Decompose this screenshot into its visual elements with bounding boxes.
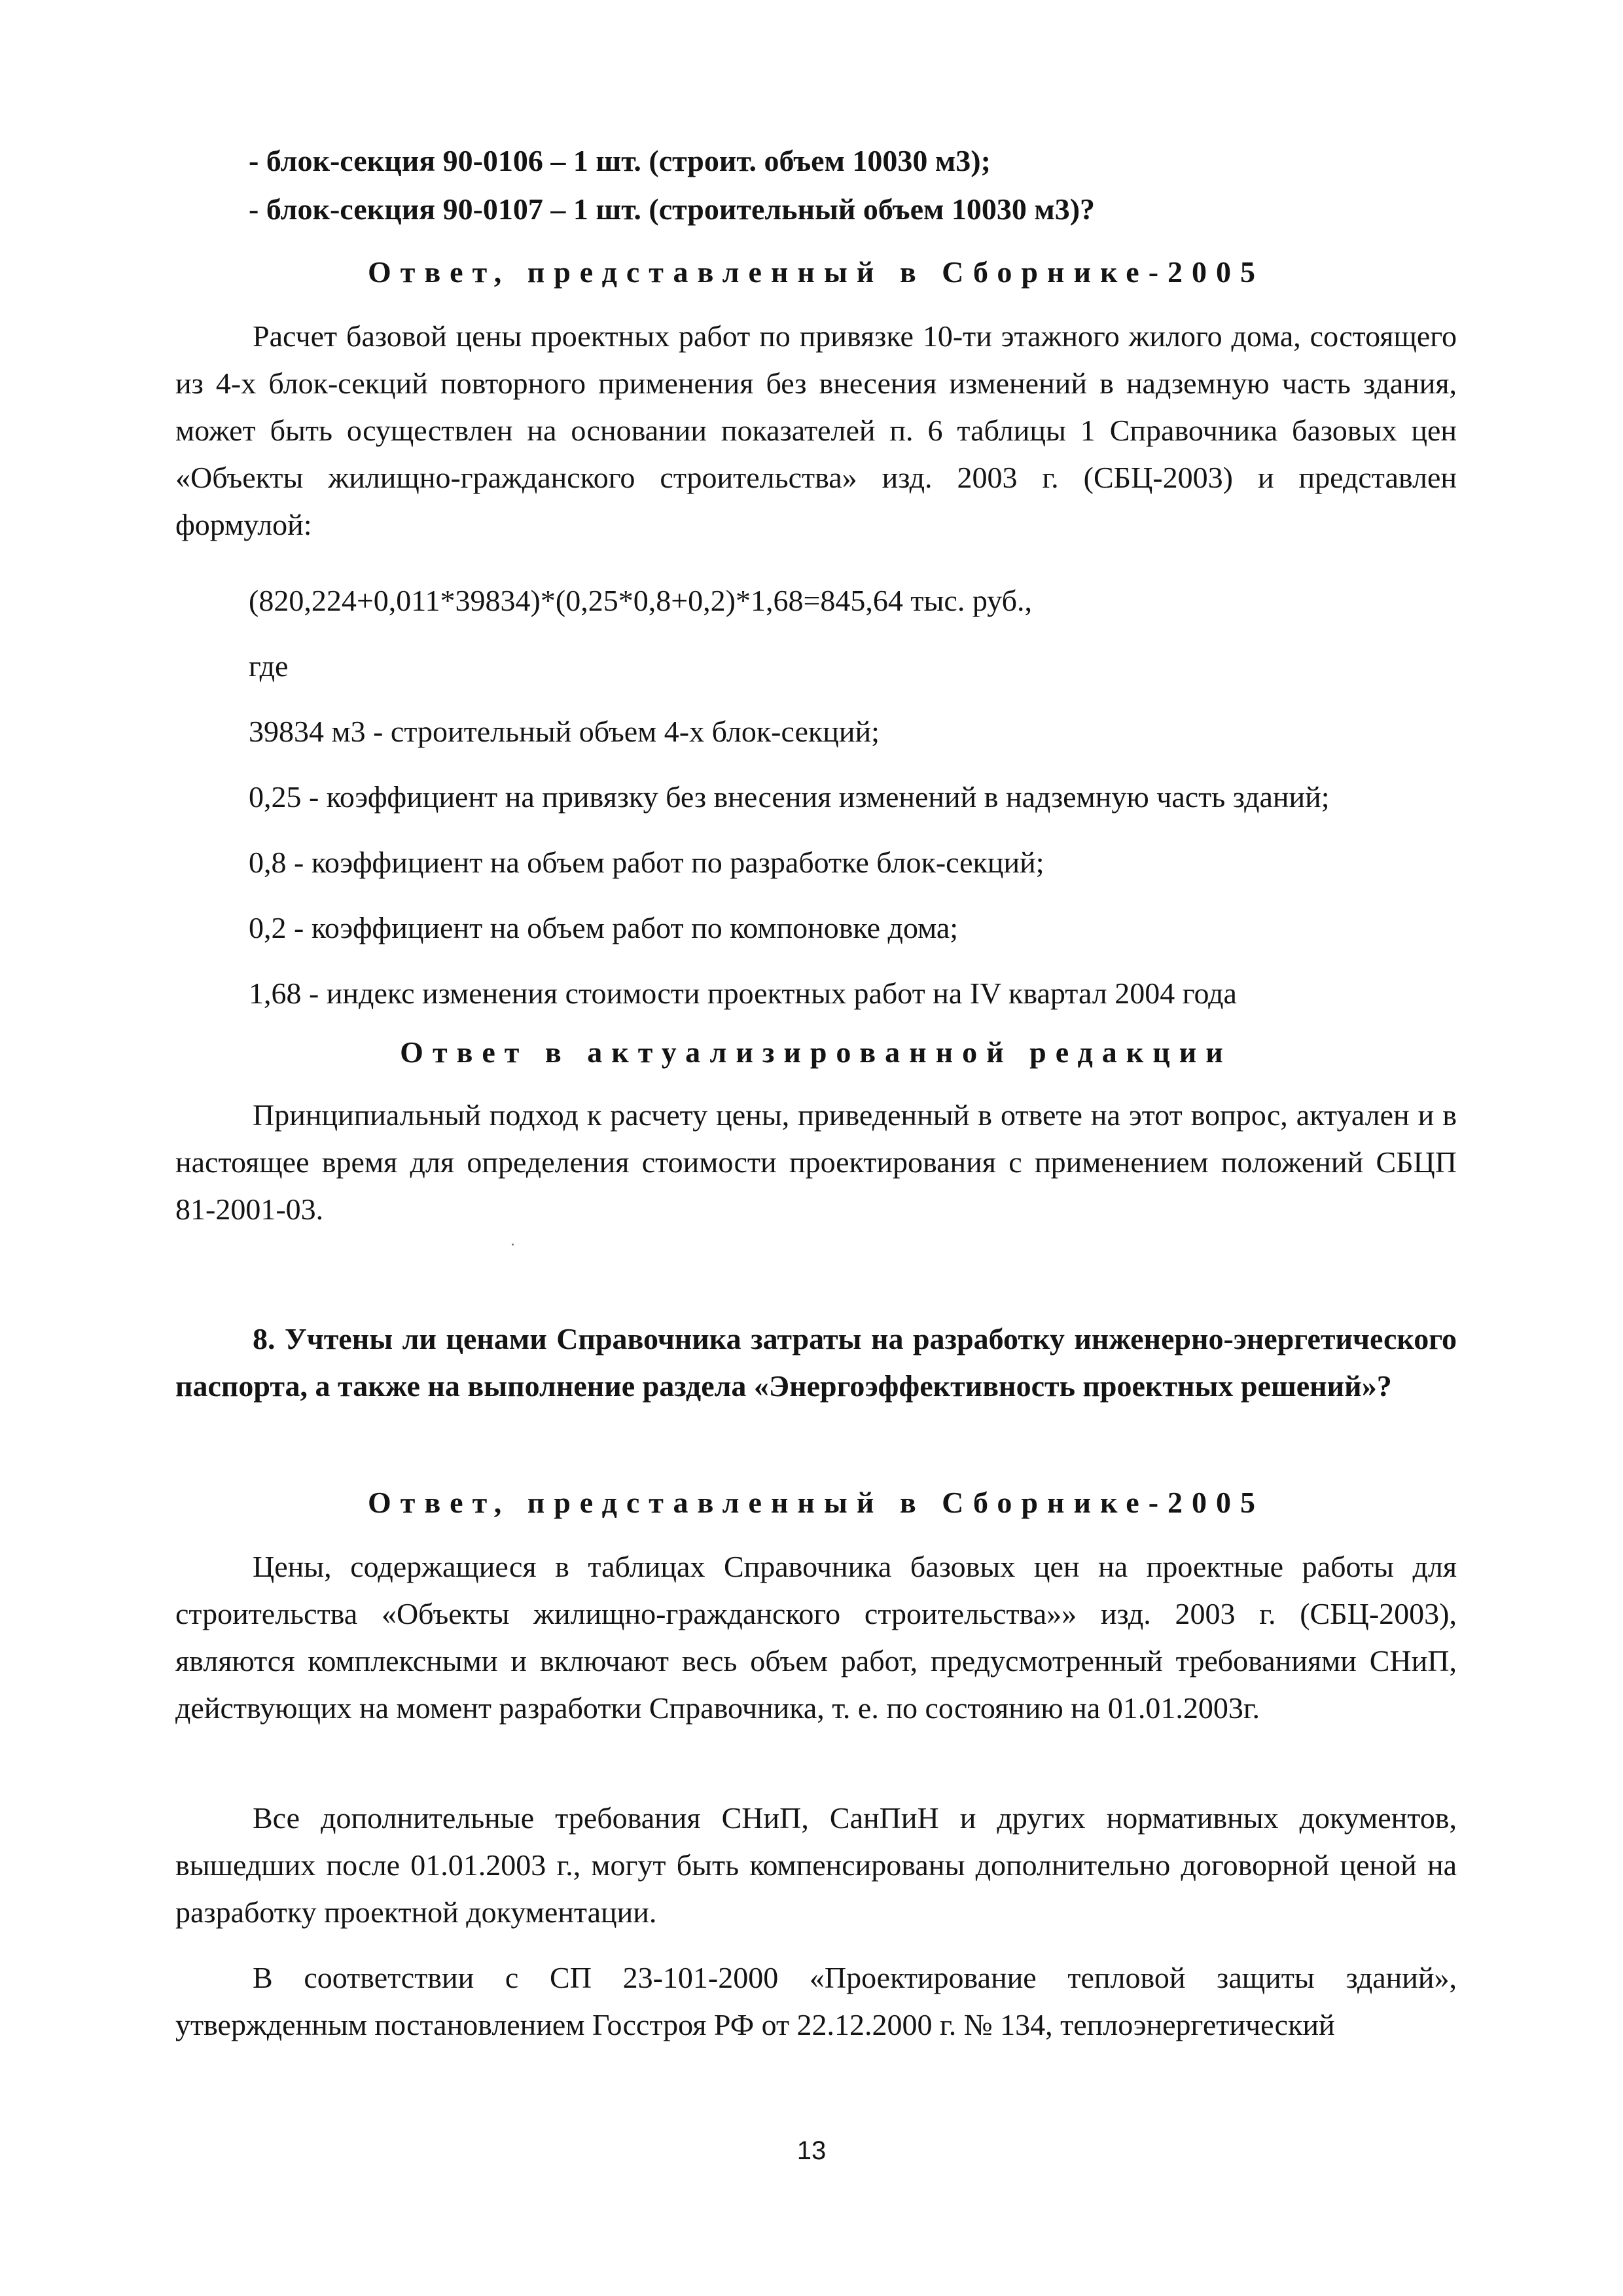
answer-heading-2005: Ответ, представленный в Сборнике-2005: [367, 255, 1265, 289]
where-label: где: [249, 649, 289, 683]
page-number: 13: [796, 2136, 827, 2165]
definition-cost-index: 1,68 - индекс изменения стоимости проектных работ на IV квартал 2004 года: [249, 977, 1237, 1010]
scan-speck: [512, 1244, 514, 1246]
base-price-paragraph: Расчет базовой цены проектных работ по привязке 10-ти этажного жилого дома, состоящего из 4-х блок-секций повторного применения без внесения изменений в надземную часть здания, может быть осуществлен на основании показателей п. 6 таблицы 1 Справочника базовых цен «Объекты жилищно-гражданского строительства» изд. 2003 г. (СБЦ-2003) и представлен формулой:: [175, 319, 1457, 541]
answer-heading-2005-second: Ответ, представленный в Сборнике-2005: [367, 1486, 1265, 1519]
additional-requirements-paragraph: Все дополнительные требования СНиП, СанПиН и других нормативных документов, вышедших после 01.01.2003 г., могут быть компенсированы дополнительно договорной ценой на разработку проектной документации.: [175, 1801, 1457, 1929]
sp-reference-paragraph: В соответствии с СП 23-101-2000 «Проектирование тепловой защиты зданий», утвержденным постановлением Госстроя РФ от 22.12.2000 г. № 134, теплоэнергетический: [175, 1961, 1457, 2041]
block-section-item-2: - блок-секция 90-0107 – 1 шт. (строительный объем 10030 м3)?: [249, 192, 1096, 226]
updated-answer-paragraph: Принципиальный подход к расчету цены, приведенный в ответе на этот вопрос, актуален и в настоящее время для определения стоимости проектирования с применением положений СБЦП 81-2001-03.: [175, 1098, 1457, 1226]
question-8: 8. Учтены ли ценами Справочника затраты на разработку инженерно-энергетического паспорта, а также на выполнение раздела «Энергоэффективность проектных решений»?: [175, 1322, 1457, 1403]
definition-coefficient-binding: 0,25 - коэффициент на привязку без внесения изменений в надземную часть зданий;: [249, 780, 1330, 814]
price-formula: (820,224+0,011*39834)*(0,25*0,8+0,2)*1,68=845,64 тыс. руб.,: [249, 584, 1033, 617]
definition-coefficient-block: 0,8 - коэффициент на объем работ по разработке блок-секций;: [249, 846, 1044, 879]
prices-paragraph: Цены, содержащиеся в таблицах Справочника базовых цен на проектные работы для строительства «Объекты жилищно-гражданского строительства»» изд. 2003 г. (СБЦ-2003), являются комплексными и включают весь объем работ, предусмотренный требованиями СНиП, действующих на момент разработки Справочника, т. е. по состоянию на 01.01.2003г.: [175, 1550, 1457, 1725]
definition-coefficient-layout: 0,2 - коэффициент на объем работ по компоновке дома;: [249, 911, 959, 944]
definition-volume: 39834 м3 - строительный объем 4-х блок-секций;: [249, 715, 880, 748]
answer-heading-updated: Ответ в актуализированной редакции: [400, 1035, 1232, 1069]
block-section-item-1: - блок-секция 90-0106 – 1 шт. (строит. объем 10030 м3);: [249, 144, 991, 177]
